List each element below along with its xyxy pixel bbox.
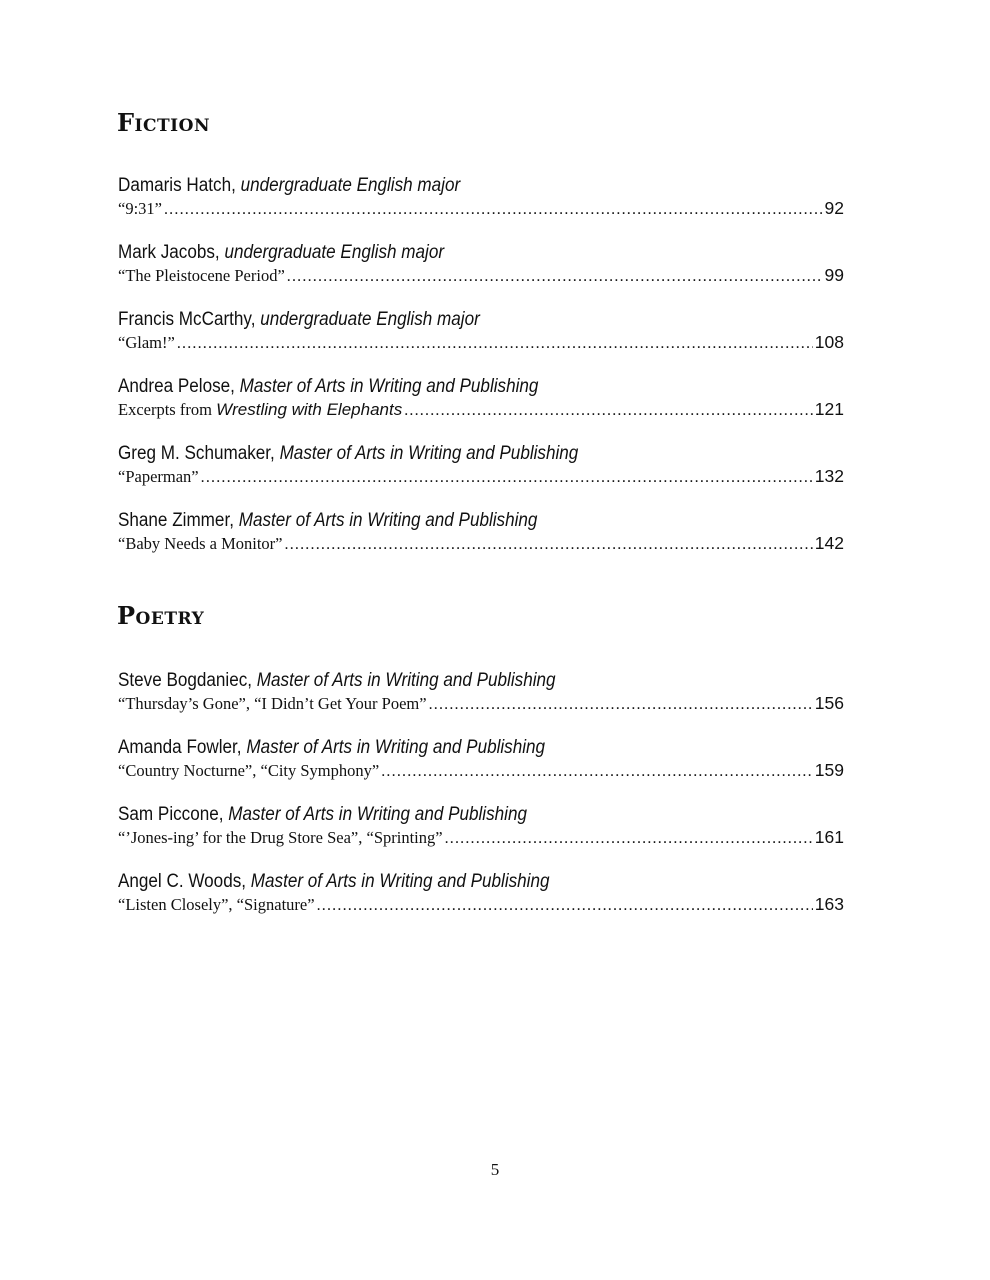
dot-leader — [381, 763, 813, 781]
page-number: 163 — [814, 894, 844, 914]
page-footer-number: 5 — [490, 1160, 500, 1179]
author-line — [118, 309, 843, 331]
work-line — [118, 198, 844, 220]
work-title: “Paperman” — [118, 467, 199, 486]
toc-entry — [118, 376, 844, 421]
dot-leader — [317, 897, 813, 915]
work-title: “Thursday’s Gone”, “I Didn’t Get Your Poem” — [118, 694, 427, 713]
author-affiliation: undergraduate English major — [260, 309, 480, 330]
author-affiliation: Master of Arts in Writing and Publishing — [238, 510, 538, 531]
author-name: Francis McCarthy, — [118, 309, 261, 330]
dot-leader — [429, 696, 813, 714]
author-name: Greg M. Schumaker, — [118, 443, 280, 464]
work-line — [118, 332, 844, 354]
author-line — [118, 242, 843, 264]
author-affiliation: Master of Arts in Writing and Publishing — [228, 804, 527, 825]
dot-leader — [285, 536, 813, 554]
author-affiliation: Master of Arts in Writing and Publishing — [279, 443, 579, 464]
work-title: “Listen Closely”, “Signature” — [118, 895, 315, 914]
work-title: “Country Nocturne”, “City Symphony” — [118, 761, 380, 780]
toc-entry — [118, 242, 844, 287]
page-number: 132 — [814, 466, 844, 486]
work-line — [118, 693, 844, 715]
work-line — [118, 533, 844, 555]
dot-leader — [404, 402, 813, 420]
toc-entry — [118, 443, 844, 488]
toc-entry — [118, 510, 844, 555]
section-title-fiction: FICTION — [117, 108, 210, 137]
author-line — [118, 443, 843, 465]
work-title: “9:31” — [118, 199, 162, 218]
toc-entry — [118, 871, 844, 916]
author-line — [118, 804, 843, 826]
work-line — [118, 760, 844, 782]
work-title: “’Jones-ing’ for the Drug Store Sea”, “Sprinting” — [118, 828, 443, 847]
author-line — [118, 175, 843, 197]
author-name: Sam Piccone, — [118, 804, 229, 825]
page-number: 108 — [814, 332, 844, 352]
page-number: 121 — [814, 399, 844, 419]
author-line — [118, 871, 843, 893]
section-title-poetry: POETRY — [117, 601, 205, 630]
dot-leader — [445, 830, 813, 848]
author-line — [118, 376, 843, 398]
dot-leader — [164, 201, 823, 219]
dot-leader — [287, 268, 823, 286]
toc-entry — [118, 670, 844, 715]
page-number: 92 — [824, 198, 844, 218]
author-line — [118, 737, 843, 759]
dot-leader — [201, 469, 813, 487]
toc-entry — [118, 737, 844, 782]
page-number: 159 — [814, 760, 844, 780]
page-number: 99 — [824, 265, 844, 285]
work-title: Excerpts from Wrestling with Elephants — [118, 400, 403, 419]
author-name: Amanda Fowler, — [118, 737, 247, 758]
author-name: Damaris Hatch, — [118, 175, 241, 196]
toc-entry — [118, 309, 844, 354]
author-affiliation: Master of Arts in Writing and Publishing — [239, 376, 539, 397]
author-name: Shane Zimmer, — [118, 510, 239, 531]
author-affiliation: Master of Arts in Writing and Publishing — [256, 670, 556, 691]
author-line — [118, 510, 843, 532]
toc-entry — [118, 804, 844, 849]
page-number: 156 — [814, 693, 844, 713]
author-name: Steve Bogdaniec, — [118, 670, 257, 691]
author-affiliation: undergraduate English major — [224, 242, 445, 263]
work-title: “Glam!” — [118, 333, 175, 352]
author-affiliation: undergraduate English major — [240, 175, 461, 196]
author-line — [118, 670, 843, 692]
work-line — [118, 466, 844, 488]
author-name: Andrea Pelose, — [118, 376, 240, 397]
author-affiliation: Master of Arts in Writing and Publishing — [246, 737, 546, 758]
author-affiliation: Master of Arts in Writing and Publishing — [250, 871, 550, 892]
work-title: “The Pleistocene Period” — [118, 266, 285, 285]
author-name: Mark Jacobs, — [118, 242, 225, 263]
work-line — [118, 265, 844, 287]
dot-leader — [177, 335, 813, 353]
work-line — [118, 894, 844, 916]
work-line — [118, 399, 844, 421]
work-title: “Baby Needs a Monitor” — [118, 534, 283, 553]
work-line — [118, 827, 844, 849]
author-name: Angel C. Woods, — [118, 871, 251, 892]
toc-entry — [118, 175, 844, 220]
page-number: 161 — [814, 827, 844, 847]
page-number: 142 — [814, 533, 844, 553]
